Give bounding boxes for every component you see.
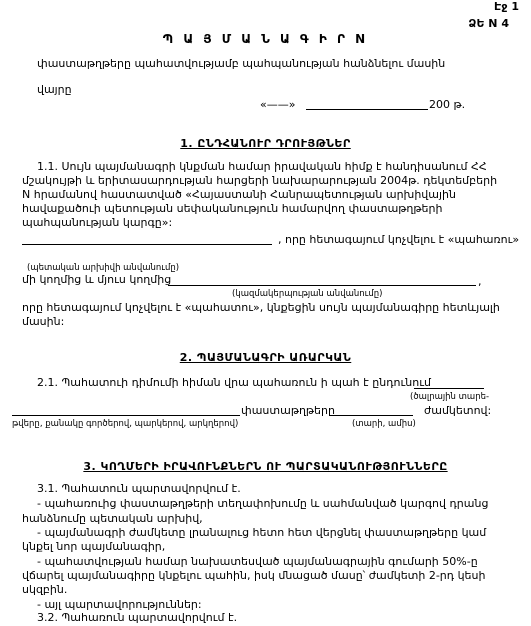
date-suffix: 200 թ. (429, 98, 466, 111)
organization-name-caption: (կազմակերպության անվանումը) (232, 289, 383, 299)
section-3-line-5: կնքել նոր պայմանագիր, (22, 540, 166, 553)
organization-name-line (168, 285, 476, 286)
section-1-heading: 1. ԸՆԴՀԱՆՈՒՐ ԴՐՈՒՅԹՆԵՐ (180, 137, 351, 150)
date-year-line (306, 109, 428, 110)
section-3-line-4: - պայմանագրի ժամկետը լրանալուց հետո հետ վերցնել փաստաթղթերը կամ (37, 526, 487, 539)
place-label: վայրը (37, 83, 72, 96)
section-2-caption-left: թվերը, քանակը գործերով, պարկերով, արկղերով) (12, 419, 239, 429)
section-3-line-2: - պահառուից փաստաթղթերի տեղափոխումը և սահմանված կարգով դրանց (37, 497, 489, 510)
form-code: ՁԵ N 4 (468, 17, 509, 30)
section-2-line-1-blank (414, 388, 484, 389)
section-2-caption-right: (ծալրային տարե- (410, 392, 490, 402)
one-side-text: մի կողմից և մյուս կողմից (22, 273, 172, 286)
depositary-clause: , որը հետագայում կոչվելու է «պահառու» (278, 233, 520, 246)
document-title: Պ Ա Յ Մ Ա Ն Ա Գ Ի Ր N (162, 32, 369, 46)
section-3-line-6: - պահատվության համար նախատեսված պայմանագրային գումարի 50%-ը (37, 555, 478, 568)
section-2-dates-line (12, 415, 240, 416)
section-2-heading: 2. ՊԱՅՄԱՆԱԳՐԻ ԱՌԱՐԿԱՆ (179, 351, 352, 364)
section-3-line-1: 3.1. Պահատուն պարտավորվում է. (37, 482, 241, 495)
section-3-line-8: սկզբին. (22, 583, 68, 596)
section-1-line-4: հավաքածուի պետության սեփականություն համարվող փաստաթղթերի (22, 202, 443, 215)
date-prefix: «——» (260, 98, 296, 111)
document-subtitle: փաստաթղթերը պահատվությամբ պահպանության հանձնելու մասին (37, 57, 446, 70)
section-2-documents-text: փաստաթղթերը (241, 404, 335, 417)
section-1-line-1: 1.1. Սույն պայմանագրի կնքման համար իրավական հիմք է հանդիսանում ՀՀ (37, 160, 487, 173)
archive-name-line (22, 244, 272, 245)
section-1-closing-2: մասին: (22, 315, 65, 328)
section-2-term-line (330, 415, 413, 416)
section-3-line-9: - այլ պարտավորություններ: (37, 598, 202, 611)
section-3-heading: 3. ԿՈՂՄԵՐԻ ԻՐԱՎՈՒՆՔՆԵՐՆ ՈՒ ՊԱՐՏԱԿԱՆՈՒԹՅՈՒՆՆԵՐԸ (83, 460, 448, 473)
section-3-line-7: վճարել պայմանագիրը կնքելու պահին, իսկ մնացած մասը՝ ժամկետի 2-րդ կեսի (22, 569, 486, 582)
section-3-line-3: հանձնումը պետական արխիվ, (22, 512, 203, 525)
archive-name-caption: (պետական արխիվի անվանումը) (27, 263, 180, 273)
section-1-line-2: մշակույթի և երիտասարդության հարցերի նախարարության 2004թ. դեկտեմբերի (22, 174, 498, 187)
section-1-closing-1: որը հետագայում կոչվելու է «պահատու», կնքեցին սույն պայմանագիրը հետևյալի (22, 301, 500, 314)
section-2-caption-mid: (տարի, ամիս) (352, 419, 416, 429)
organization-comma: , (478, 275, 482, 288)
section-3-line-10: 3.2. Պահառուն պարտավորվում է. (37, 611, 238, 624)
section-2-line-1: 2.1. Պահատուի դիմումի հիման վրա պահառուն ի պահ է ընդունում (37, 376, 431, 389)
section-1-line-3: N հրամանով հաստատված «Հայաստանի Հանրապետության արխիվային (22, 188, 456, 201)
page-label: Էջ 1 (494, 0, 519, 13)
section-2-term-text: ժամկետով: (424, 404, 492, 417)
section-1-line-5: պահպանության կարգը»: (22, 216, 173, 229)
